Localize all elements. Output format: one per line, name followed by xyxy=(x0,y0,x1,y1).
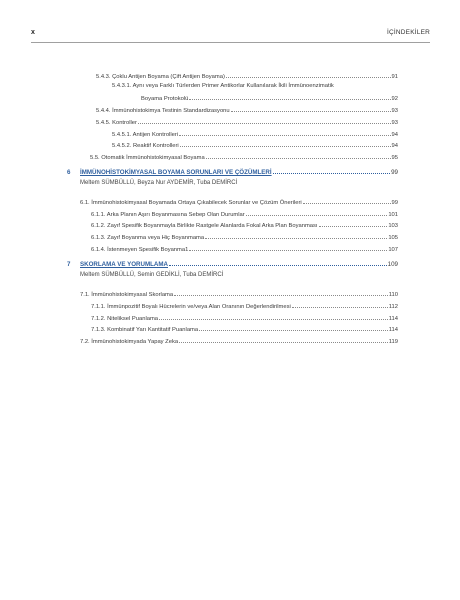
toc-entry-page: 95 xyxy=(391,155,398,161)
dot-leader xyxy=(206,153,391,159)
toc-entry[interactable] xyxy=(80,290,398,299)
dot-leader xyxy=(159,314,388,320)
toc-entry-page: 93 xyxy=(391,120,398,126)
toc-entry-title: 7.1.1. İmmünpozitif Boyalı Hücrelerin ve/veya Alan Oranının Değerlendirilmesi xyxy=(91,304,291,310)
toc-entry-page: 103 xyxy=(388,223,398,229)
dot-leader xyxy=(231,106,391,112)
toc-entry-title: 7.1. İmmünohistokimyasal Skorlama xyxy=(80,292,174,298)
toc-entry[interactable] xyxy=(112,130,398,139)
toc-entry-title: 6.1.3. Zayıf Boyanma veya Hiç Boyanmama xyxy=(91,235,205,241)
chapter-authors: Meltem SÜMBÜLLÜ, Beyza Nur AYDEMİR, Tuba DEMİRCİ xyxy=(80,180,238,186)
dot-leader xyxy=(319,221,388,227)
toc-entry-page: 101 xyxy=(388,212,398,218)
toc-entry[interactable] xyxy=(80,337,398,346)
toc-entry[interactable] xyxy=(96,106,398,115)
toc-entry-page: 93 xyxy=(391,108,398,114)
toc-entry[interactable] xyxy=(91,233,398,242)
chapter-authors: Meltem SÜMBÜLLÜ, Semin GEDİKLİ, Tuba DEMİRCİ xyxy=(80,272,224,278)
dot-leader xyxy=(169,260,387,266)
dot-leader xyxy=(292,302,388,308)
toc-entry[interactable] xyxy=(91,221,398,230)
dot-leader xyxy=(273,168,391,174)
chapter-title: İMMÜNOHİSTOKİMYASAL BOYAMA SORUNLARI VE ÇÖZÜMLERİ xyxy=(80,169,272,176)
toc-entry-page: 94 xyxy=(391,132,398,138)
chapter-number: 6 xyxy=(67,169,71,176)
toc-entry-page: 114 xyxy=(388,316,398,322)
toc-chapter-entry[interactable] xyxy=(80,168,398,177)
toc-entry-title: 5.4.5.2. Reaktif Kontrolleri xyxy=(112,143,179,149)
toc-entry-page: 99 xyxy=(391,169,398,176)
toc-entry-title-cont: Boyama Protokolü xyxy=(141,96,189,102)
toc-entry[interactable] xyxy=(80,198,398,207)
toc-entry-page: 105 xyxy=(388,235,398,241)
chapter-title: SKORLAMA VE YORUMLAMA xyxy=(80,261,168,268)
toc-entry-page: 92 xyxy=(391,96,398,102)
chapter-number: 7 xyxy=(67,261,71,268)
toc-entry[interactable] xyxy=(91,210,398,219)
dot-leader xyxy=(246,210,388,216)
page-header xyxy=(31,30,430,43)
toc-entry-page: 119 xyxy=(388,339,398,345)
running-title: İÇİNDEKİLER xyxy=(386,29,430,36)
toc-entry[interactable] xyxy=(91,302,398,311)
toc-entry-page: 114 xyxy=(388,327,398,333)
toc-entry[interactable] xyxy=(91,245,398,254)
toc-entry-title: 5.4.4. İmmünohistokimya Testinin Standardizasyonu xyxy=(96,108,230,114)
toc-entry[interactable] xyxy=(96,72,398,81)
dot-leader xyxy=(303,198,391,204)
toc-entry-page: 110 xyxy=(388,292,398,298)
toc-entry-title: 7.1.3. Kombinatif Yarı Kantitatif Puanlama xyxy=(91,327,199,333)
page-number: x xyxy=(31,29,35,36)
toc-entry[interactable] xyxy=(91,314,398,323)
toc-entry-title: 7.2. İmmünohistokimyada Yapay Zeka xyxy=(80,339,179,345)
toc-entry-title: 6.1.2. Zayıf Spesifik Boyanmayla Birlikte Rastgele Alanlarda Fokal Arka Plan Boyanması xyxy=(91,223,318,229)
dot-leader xyxy=(179,337,388,343)
toc-entry-page: 91 xyxy=(391,74,398,80)
dot-leader xyxy=(189,94,390,100)
toc-entry-page: 99 xyxy=(391,200,398,206)
toc-entry[interactable] xyxy=(141,94,398,103)
toc-entry[interactable] xyxy=(90,153,398,162)
toc-entry-title: 5.4.3. Çoklu Antijen Boyama (Çift Antijen Boyama) xyxy=(96,74,225,80)
toc-entry-title: 5.4.5.1. Antijen Kontrolleri xyxy=(112,132,179,138)
toc-entry-title: 5.4.5. Kontroller xyxy=(96,120,137,126)
toc-chapter-entry[interactable] xyxy=(80,260,398,269)
toc-entry-title[interactable]: 5.4.3.1. Aynı veya Farklı Türlerden Primer Antikorlar Kullanılarak İkili İmmünoenzimatik xyxy=(112,83,334,89)
toc-entry-title: 5.5. Otomatik İmmünohistokimyasal Boyama xyxy=(90,155,205,161)
toc-entry-title: 6.1. İmmünohistokimyasal Boyamada Ortaya Çıkabilecek Sorunlar ve Çözüm Önerileri xyxy=(80,200,302,206)
dot-leader xyxy=(138,118,391,124)
dot-leader xyxy=(179,130,390,136)
toc-entry-page: 94 xyxy=(391,143,398,149)
toc-entry-title: 7.1.2. Niteliksel Puanlama xyxy=(91,316,159,322)
toc-entry-page: 107 xyxy=(388,247,398,253)
toc-entry[interactable] xyxy=(96,118,398,127)
dot-leader xyxy=(205,233,387,239)
dot-leader xyxy=(189,245,387,251)
dot-leader xyxy=(174,290,388,296)
toc-entry-title: 6.1.1. Arka Planın Aşırı Boyanmasına Sebep Olan Durumlar xyxy=(91,212,245,218)
dot-leader xyxy=(180,141,391,147)
toc-entry-page: 109 xyxy=(387,261,398,268)
dot-leader xyxy=(226,72,391,78)
toc-entry-page: 112 xyxy=(388,304,398,310)
dot-leader xyxy=(199,325,388,331)
toc-entry-title: 6.1.4. İstenmeyen Spesifik Boyanma1 xyxy=(91,247,189,253)
toc-entry[interactable] xyxy=(91,325,398,334)
toc-entry[interactable] xyxy=(112,141,398,150)
